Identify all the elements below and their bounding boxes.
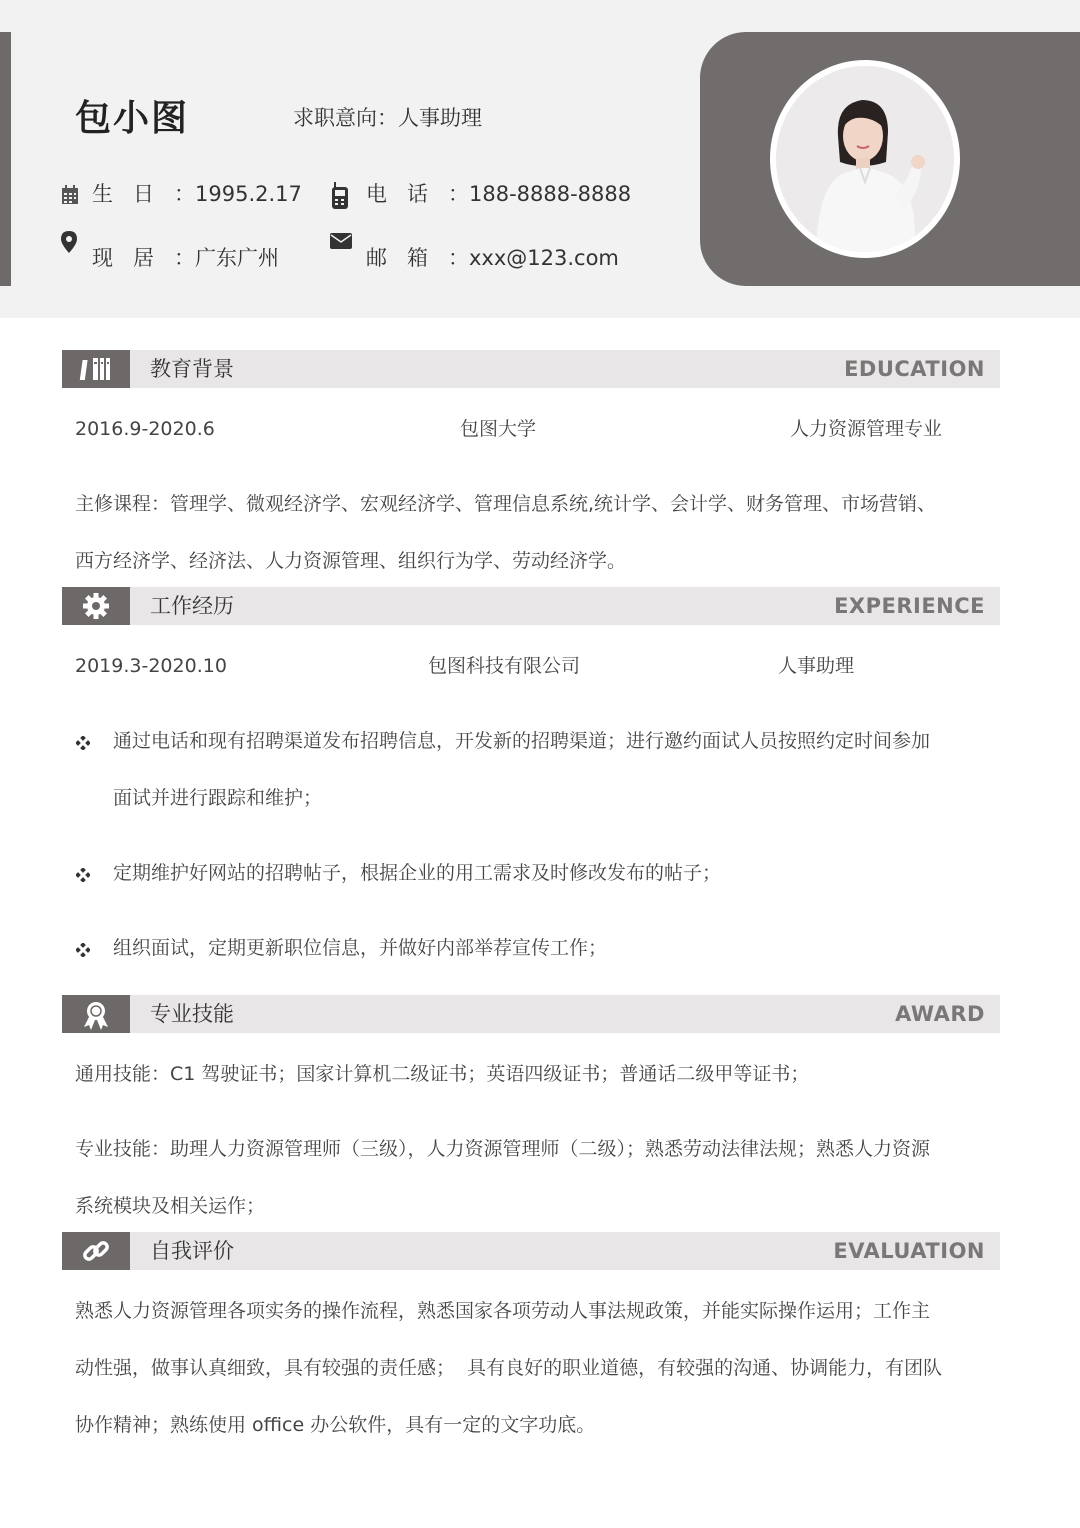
residence-label: 现居 <box>92 246 174 270</box>
experience-bullet-1-line2: 面试并进行跟踪和维护； <box>113 787 323 809</box>
birth-label: 生日 <box>92 182 174 206</box>
avatar <box>770 60 960 258</box>
education-title-en: EDUCATION <box>844 357 985 381</box>
evaluation-title: 自我评价 <box>150 1239 234 1263</box>
job-intent: 求职意向：人事助理 <box>293 106 482 130</box>
experience-period: 2019.3-2020.10 <box>75 655 227 677</box>
link-icon <box>62 1232 130 1270</box>
education-school: 包图大学 <box>460 418 537 440</box>
email-info: 邮箱：xxx@123.com <box>366 246 619 270</box>
residence-info: 现居：广东广州 <box>92 246 279 270</box>
envelope-icon <box>330 233 352 249</box>
education-title: 教育背景 <box>150 357 234 381</box>
skills-header <box>62 995 1000 1033</box>
location-pin-icon <box>61 231 77 253</box>
skills-title: 专业技能 <box>150 1002 234 1026</box>
education-major: 人力资源管理专业 <box>790 418 943 440</box>
experience-bullet-2: 定期维护好网站的招聘帖子，根据企业的用工需求及时修改发布的帖子； <box>113 862 722 884</box>
evaluation-icon-box <box>62 1232 130 1270</box>
experience-title-en: EXPERIENCE <box>834 594 985 618</box>
avatar-photo <box>776 66 954 252</box>
experience-position: 人事助理 <box>778 655 855 677</box>
phone-info: 电话：188-8888-8888 <box>366 182 632 206</box>
evaluation-line3: 协作精神；熟练使用 office 办公软件，具有一定的文字功底。 <box>75 1414 596 1436</box>
experience-bullet-1-line1: 通过电话和现有招聘渠道发布招聘信息，开发新的招聘渠道；进行邀约面试人员按照约定时间参加 <box>113 730 931 752</box>
skills-general: 通用技能：C1 驾驶证书；国家计算机二级证书；英语四级证书；普通话二级甲等证书； <box>75 1063 810 1085</box>
phone-label: 电话 <box>366 182 448 206</box>
books-icon <box>62 350 130 388</box>
award-ribbon-icon <box>62 995 130 1033</box>
evaluation-header <box>62 1232 1000 1270</box>
evaluation-line2: 动性强，做事认真细致，具有较强的责任感； 具有良好的职业道德，有较强的沟通、协调能力，有团队 <box>75 1357 943 1379</box>
birth-value: 1995.2.17 <box>195 182 302 206</box>
experience-title: 工作经历 <box>150 594 234 618</box>
education-courses-line2: 西方经济学、经济法、人力资源管理、组织行为学、劳动经济学。 <box>75 550 627 572</box>
experience-company: 包图科技有限公司 <box>428 655 581 677</box>
birth-info: 生日：1995.2.17 <box>92 182 302 206</box>
education-period: 2016.9-2020.6 <box>75 418 215 440</box>
calendar-icon <box>61 185 79 205</box>
residence-value: 广东广州 <box>195 246 279 270</box>
gear-icon <box>62 587 130 625</box>
education-header <box>62 350 1000 388</box>
skills-pro-line1: 专业技能：助理人力资源管理师（三级），人力资源管理师（二级）；熟悉劳动法律法规；熟悉人力资源 <box>75 1138 931 1160</box>
phone-value: 188-8888-8888 <box>469 182 632 206</box>
email-value: xxx@123.com <box>469 246 619 270</box>
experience-header <box>62 587 1000 625</box>
header-accent-bar <box>0 32 11 286</box>
experience-bullet-3: 组织面试，定期更新职位信息，并做好内部举荐宣传工作； <box>113 937 608 959</box>
evaluation-line1: 熟悉人力资源管理各项实务的操作流程，熟悉国家各项劳动人事法规政策，并能实际操作运用；工作主 <box>75 1300 931 1322</box>
diamond-bullet-icon <box>76 868 90 882</box>
diamond-bullet-icon <box>76 943 90 957</box>
email-label: 邮箱 <box>366 246 448 270</box>
diamond-bullet-icon <box>76 736 90 750</box>
evaluation-title-en: EVALUATION <box>833 1239 985 1263</box>
mobile-phone-icon <box>331 182 349 210</box>
education-icon-box <box>62 350 130 388</box>
experience-icon-box <box>62 587 130 625</box>
skills-pro-line2: 系统模块及相关运作； <box>75 1195 266 1217</box>
skills-icon-box <box>62 995 130 1033</box>
skills-title-en: AWARD <box>895 1002 985 1026</box>
candidate-name: 包小图 <box>75 98 190 139</box>
education-courses-line1: 主修课程：管理学、微观经济学、宏观经济学、管理信息系统,统计学、会计学、财务管理、市场营销、 <box>75 493 937 515</box>
